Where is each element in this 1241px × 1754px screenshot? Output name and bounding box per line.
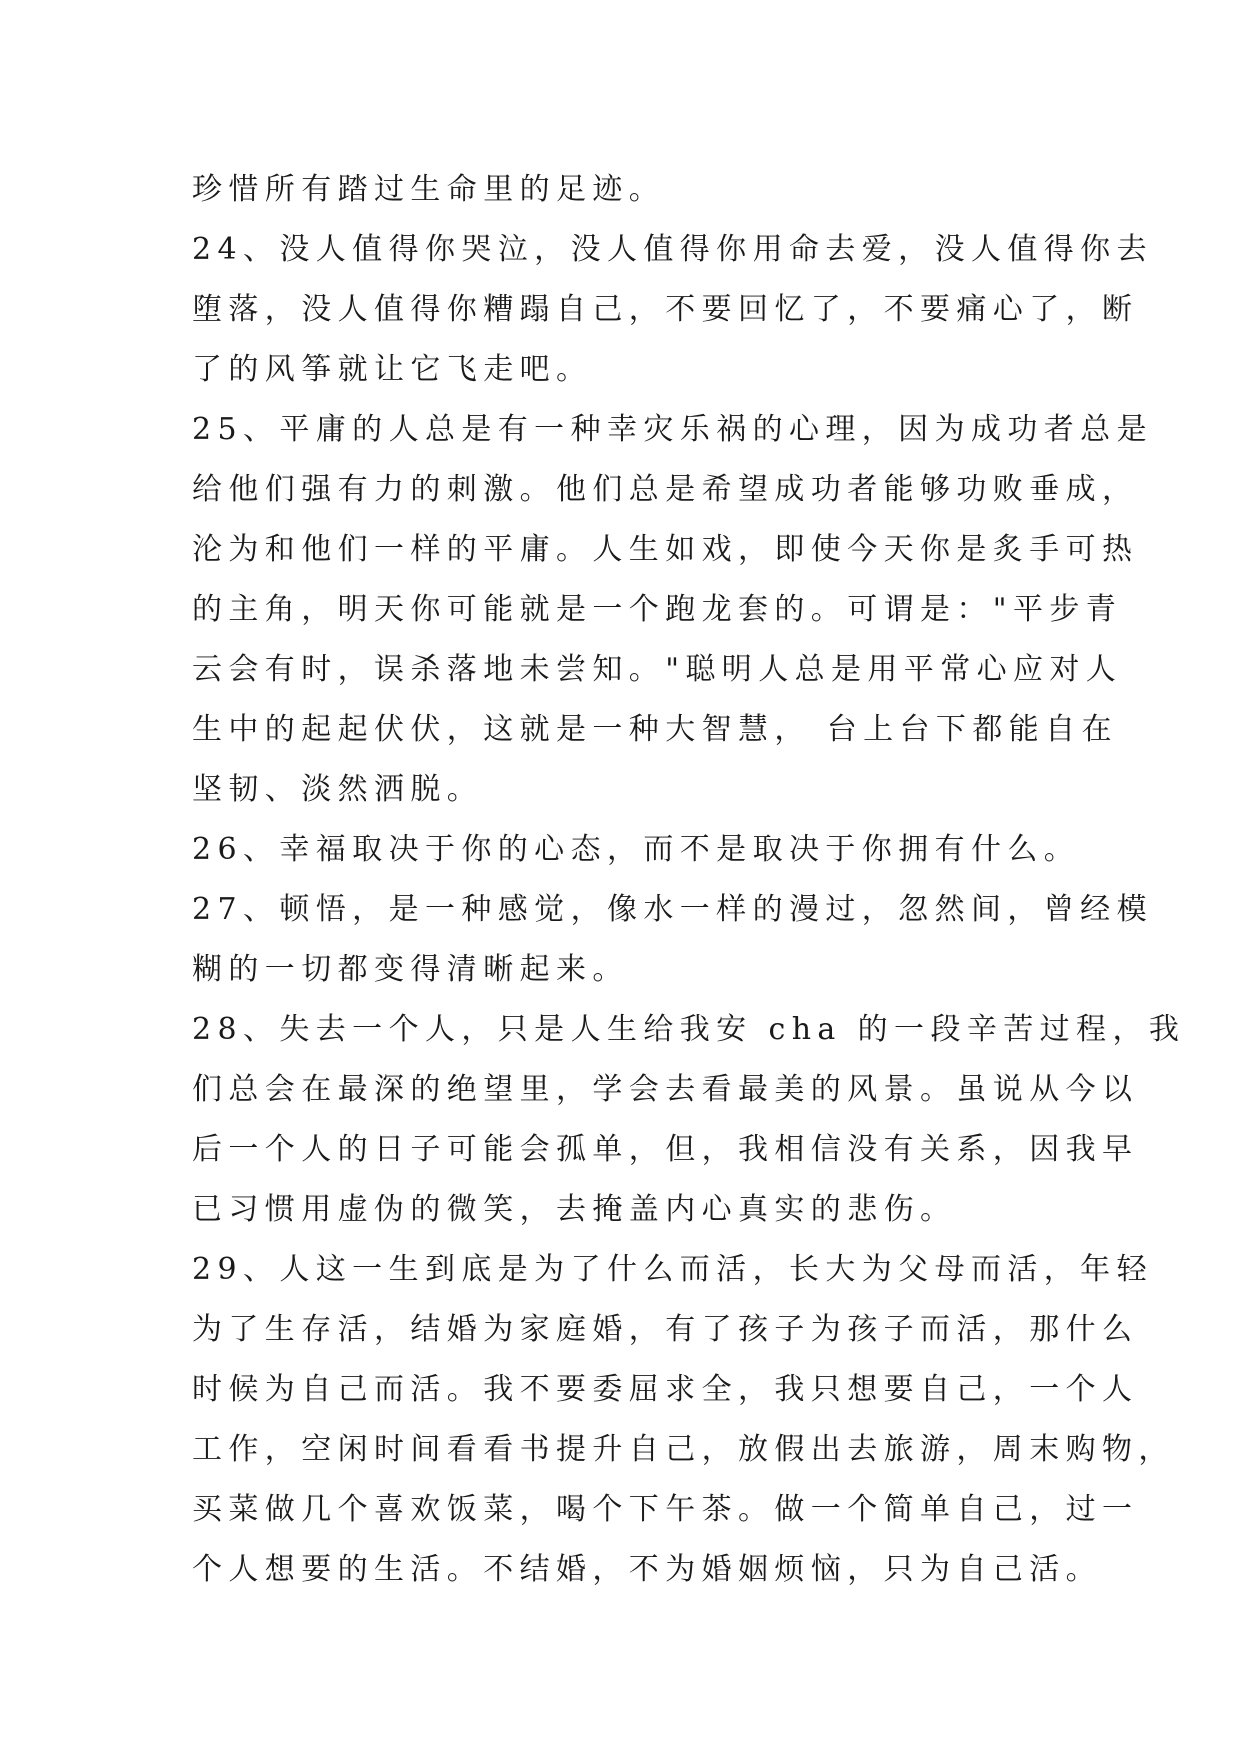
text-line: 27、顿悟，是一种感觉，像水一样的漫过，忽然间，曾经模 [192, 892, 1153, 927]
text-line: 24、没人值得你哭泣，没人值得你用命去爱，没人值得你去 [192, 232, 1153, 267]
text-line: 26、幸福取决于你的心态，而不是取决于你拥有什么。 [192, 832, 1081, 867]
text-line: 珍惜所有踏过生命里的足迹。 [192, 172, 666, 207]
text-line: 云会有时，误杀落地未尝知。"聪明人总是用平常心应对人 [192, 652, 1123, 687]
text-line: 29、人这一生到底是为了什么而活，长大为父母而活，年轻 [192, 1252, 1153, 1287]
text-line: 28、失去一个人，只是人生给我安 cha 的一段辛苦过程，我 [192, 1012, 1186, 1047]
text-line: 坚韧、淡然洒脱。 [192, 772, 484, 807]
text-line: 们总会在最深的绝望里，学会去看最美的风景。虽说从今以 [192, 1072, 1139, 1107]
text-line: 糊的一切都变得清晰起来。 [192, 952, 629, 987]
text-line: 后一个人的日子可能会孤单，但，我相信没有关系，因我早 [192, 1132, 1139, 1167]
text-line: 堕落，没人值得你糟蹋自己，不要回忆了，不要痛心了，断 [192, 292, 1139, 327]
text-line: 买菜做几个喜欢饭菜，喝个下午茶。做一个简单自己，过一 [192, 1492, 1139, 1527]
text-line: 个人想要的生活。不结婚，不为婚姻烦恼，只为自己活。 [192, 1552, 1102, 1587]
text-line: 生中的起起伏伏，这就是一种大智慧， 台上台下都能自在 [192, 712, 1118, 747]
text-line: 了的风筝就让它飞走吧。 [192, 352, 593, 387]
text-line: 25、平庸的人总是有一种幸灾乐祸的心理，因为成功者总是 [192, 412, 1153, 447]
text-line: 的主角，明天你可能就是一个跑龙套的。可谓是："平步青 [192, 592, 1123, 627]
text-line: 给他们强有力的刺激。他们总是希望成功者能够功败垂成， [192, 472, 1139, 507]
text-line: 沦为和他们一样的平庸。人生如戏，即使今天你是炙手可热 [192, 532, 1139, 567]
document-body [192, 160, 1186, 1600]
text-line: 工作，空闲时间看看书提升自己，放假出去旅游，周末购物， [192, 1432, 1175, 1467]
text-line: 已习惯用虚伪的微笑，去掩盖内心真实的悲伤。 [192, 1192, 957, 1227]
text-line: 为了生存活，结婚为家庭婚，有了孩子为孩子而活，那什么 [192, 1312, 1139, 1347]
text-line: 时候为自己而活。我不要委屈求全，我只想要自己，一个人 [192, 1372, 1139, 1407]
